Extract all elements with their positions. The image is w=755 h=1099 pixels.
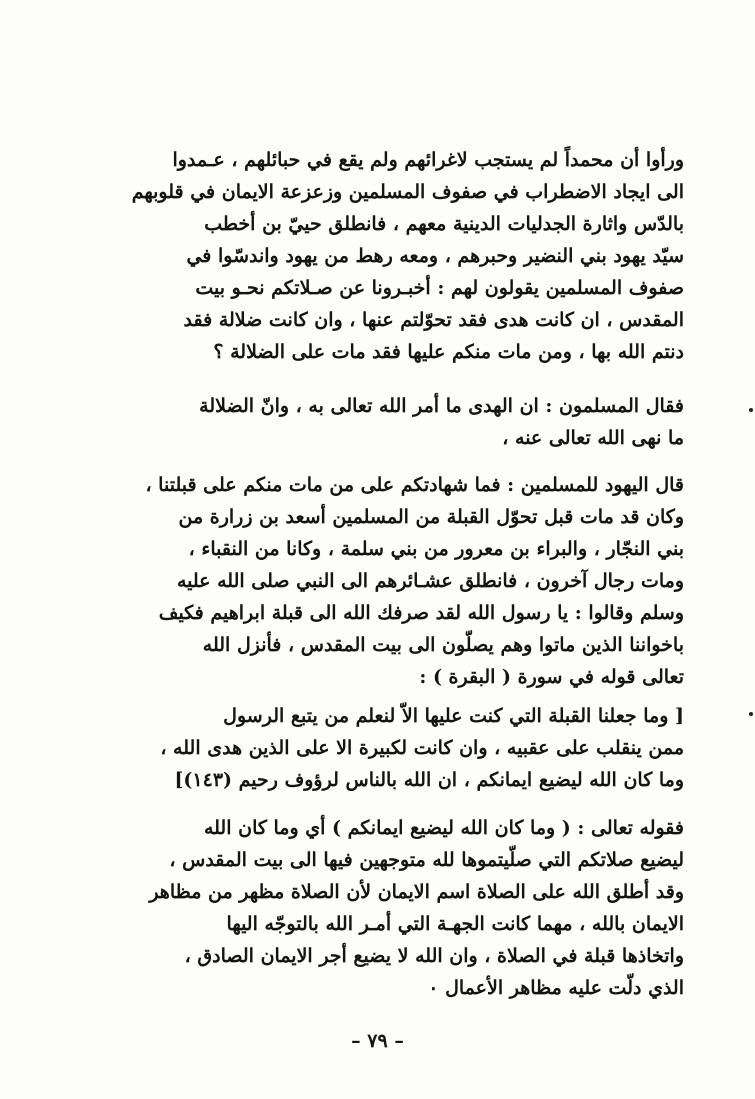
text-line: ممن ينقلب على عقبيه ، وان كانت لكبيرة الا على الذين هدى الله ، [160, 737, 684, 759]
text-line: سيّد يهود بني النضير وحبرهم ، ومعه رهط من يهود واندسّوا في [186, 245, 684, 267]
text-line: واتخاذها قبلة في الصلاة ، وان الله لا يضيع أجر الايمان الصادق ، [184, 945, 684, 967]
text-line: الى ايجاد الاضطراب في صفوف المسلمين وزعزعة الايمان في قلوبهم [131, 181, 684, 203]
text-line: وسلم وقالوا : يا رسول الله لقد صرفك الله الى قبلة ابراهيم فكيف [158, 602, 684, 624]
text-line: [ وما جعلنا القبلة التي كنت عليها الاّ لنعلم من يتبع الرسول [223, 705, 684, 727]
text-line: ما نهى الله تعالى عنه ، [502, 427, 684, 449]
text-line: وقد أطلق الله على الصلاة اسم الايمان لأن الصلاة مظهر من مظاهر [149, 881, 684, 903]
text-line: ومات رجال آخرون ، فانطلق عشـائرهم الى النبي صلى الله عليه [176, 570, 684, 592]
text-line: صفوف المسلمين يقولون لهم : أخبـرونا عن صـلاتكم نحـو بيت [195, 277, 684, 299]
text-line: قال اليهود للمسلمين : فما شهادتكم على من مات منكم على قبلتنا ، [145, 474, 684, 496]
text-line: الذي دلّت عليه مظاهر الأعمال ٠ [428, 977, 684, 999]
text-line: المقدس ، ان كانت هدى فقد تحوّلتم عنها ، وان كانت ضلالة فقد [183, 309, 684, 331]
scan-dot [749, 408, 753, 412]
paragraph-5 [116, 812, 684, 1004]
text-line: ليضيع صلاتكم التي صلّيتموها لله متوجهين فيها الى بيت المقدس ، [169, 849, 684, 871]
text-line: باخواننا الذين ماتوا وهم يصلّون الى بيت المقدس ، فأنزل الله [202, 634, 684, 656]
page-number: – ٧٩ – [351, 1030, 404, 1052]
text-line: ورأوا أن محمداً لم يستجب لاغرائهم ولم يقع في حبائلهم ، عـمدوا [172, 149, 684, 171]
text-line: تعالى قوله في سورة ( البقرة ) : [419, 666, 684, 688]
quran-quote [116, 700, 684, 796]
text-line: وما كان الله ليضيع ايمانكم ، ان الله بالناس لرؤوف رحيم (١٤٣)] [174, 769, 684, 791]
text-line: فقوله تعالى : ( وما كان الله ليضيع ايمانكم ) أي وما كان الله [203, 817, 684, 839]
scan-dot [749, 712, 753, 716]
text-line: بالدّس واثارة الجدليات الدينية معهم ، فانطلق حييّ بن أخطب [204, 213, 684, 235]
paragraph-2 [116, 390, 684, 454]
paragraph-1 [116, 144, 684, 368]
text-line: وكان قد مات قبل تحوّل القبلة من المسلمين أسعد بن زرارة من [178, 506, 684, 528]
text-line: دنتم الله بها ، ومن مات منكم عليها فقد مات على الضلالة ؟ [213, 341, 684, 363]
paragraph-3 [116, 469, 684, 693]
text-line: الايمان بالله ، مهما كانت الجهـة التي أمـر الله بالتوجّه اليها [226, 913, 684, 935]
text-line: بني النجّار ، والبراء بن معرور من بني سلمة ، وكانا من النقباء ، [188, 538, 684, 560]
text-line: فقال المسلمون : ان الهدى ما أمر الله تعالى به ، وانّ الضلالة [199, 395, 684, 417]
